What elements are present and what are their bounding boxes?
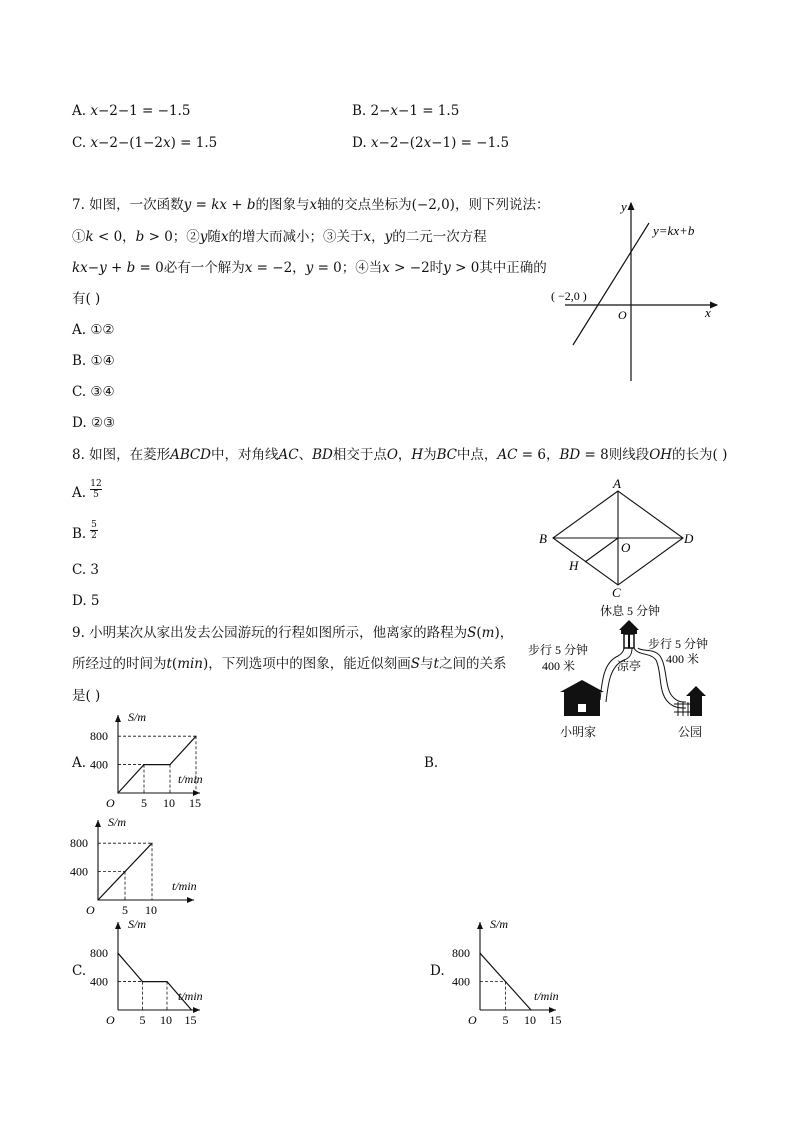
q9-graph-d: [444, 912, 604, 1027]
y-tick-800: 800: [90, 729, 108, 744]
q9-option-b-label: B.: [424, 755, 439, 771]
x-tick-10: 10: [160, 1013, 172, 1027]
q7-option-c: C. ③④: [72, 384, 115, 400]
x-axis-label: t/min: [172, 879, 197, 893]
data-point: [143, 764, 144, 765]
point-b-label: B: [539, 531, 547, 546]
data-point: [117, 792, 118, 793]
y-tick-400: 400: [90, 757, 108, 772]
x-tick-15: 15: [184, 1013, 197, 1027]
q8-option-b-fraction: [90, 520, 98, 541]
q9-graph-c: [88, 912, 248, 1027]
q7-option-a: A. ①②: [72, 322, 115, 338]
q6-option-a: A. 𝑥−2−1 = −1.5: [72, 103, 191, 119]
x-tick-5: 5: [141, 796, 147, 810]
data-point: [191, 1009, 192, 1010]
x-tick-15: 15: [549, 1013, 562, 1027]
q7-origin-label: O: [618, 308, 627, 322]
x-tick-5: 5: [139, 1013, 146, 1027]
walk-right-distance: 400 米: [666, 652, 700, 666]
walking-path-left: [600, 648, 624, 700]
x-axis-label: t/min: [534, 989, 559, 1003]
home-label: 小明家: [560, 725, 597, 739]
y-tick-400: 400: [90, 974, 108, 989]
q7-figure: [545, 195, 725, 385]
data-point: [530, 1009, 531, 1010]
q6-option-c: C. 𝑥−2−(1−2𝑥) = 1.5: [72, 135, 218, 151]
q8-option-a-denominator: 5: [90, 489, 102, 500]
data-point: [195, 736, 196, 737]
point-a-label: A: [613, 476, 621, 491]
y-tick-400: 400: [452, 974, 470, 989]
rest-label: 休息 5 分钟: [600, 604, 661, 618]
x-tick-15: 15: [189, 796, 201, 810]
q7-line-label: y=kx+b: [653, 223, 695, 238]
q8-option-a-fraction: [90, 479, 102, 500]
point-h-label: H: [569, 558, 579, 573]
q7-option-d: D. ②③: [72, 415, 116, 431]
y-axis-label: S/m: [108, 815, 126, 829]
x-axis-label: t/min: [178, 989, 203, 1003]
q8-option-b-denominator: 2: [91, 531, 97, 541]
data-point: [169, 764, 170, 765]
q9-stem-line1: 9. 小明某次从家出发去公园游玩的行程如图所示，他离家的路程为𝑆(𝑚)，: [72, 625, 514, 641]
data-point: [505, 981, 506, 982]
data-point: [479, 953, 480, 954]
q7-function-line: [573, 223, 649, 345]
y-axis-arrow: [115, 922, 121, 929]
walk-right-time: 步行 5 分钟: [648, 637, 709, 651]
q6-option-b: B. 2−𝑥−1 = 1.5: [352, 103, 460, 119]
walk-left-time: 步行 5 分钟: [528, 643, 589, 657]
data-point: [142, 981, 143, 982]
origin-label: O: [86, 903, 95, 917]
x-tick-10: 10: [145, 903, 157, 917]
q7-y-label: y: [621, 199, 627, 214]
y-axis-arrow: [115, 715, 121, 722]
x-tick-10: 10: [524, 1013, 536, 1027]
q7-stem-line1: 7. 如图，一次函数𝑦 = 𝑘𝑥 + 𝑏的图象与𝑥轴的交点坐标为(−2,0)，则下列说法：: [72, 197, 550, 213]
pavilion-label: 凉亭: [617, 659, 642, 673]
q8-stem: 8. 如图，在菱形𝐴𝐵𝐶𝐷中，对角线𝐴𝐶、𝐵𝐷相交于点𝑂，𝐻为𝐵𝐶中点，𝐴𝐶 = 6，𝐵𝐷 = 8则线段𝑂𝐻的长为( ): [72, 447, 728, 463]
y-axis-arrow: [95, 820, 101, 827]
walking-path-left-2: [606, 648, 632, 702]
y-axis-label: S/m: [490, 917, 508, 931]
q7-stem-line2: ①𝑘 < 0，𝑏 > 0；②𝑦随𝑥的增大而减小；③关于𝑥，𝑦的二元一次方程: [72, 229, 487, 245]
y-axis-label: S/m: [128, 917, 146, 931]
q9-option-a-label: A.: [72, 755, 87, 771]
q9-graph-a: [88, 705, 248, 810]
q9-stem-line3: 是( ): [72, 688, 101, 704]
y-axis-arrow: [477, 922, 483, 929]
park-label: 公园: [678, 725, 703, 739]
segment-oh: [585, 538, 618, 562]
walk-left-distance: 400 米: [542, 659, 576, 673]
q9-stem-line2: 所经过的时间为𝑡(𝑚𝑖𝑛)，下列选项中的图象，能近似刻画𝑆与𝑡之间的关系: [72, 656, 507, 672]
q9-graph-b: [72, 812, 232, 917]
y-tick-400: 400: [70, 864, 88, 879]
x-axis-arrow: [187, 897, 194, 903]
q7-x-label: x: [705, 305, 711, 320]
q8-option-b-label: B.: [72, 526, 87, 542]
point-o-label: O: [621, 540, 631, 555]
pavilion-icon: [619, 620, 639, 648]
origin-label: O: [106, 1013, 115, 1027]
data-point: [151, 843, 152, 844]
q7-option-b: B. ①④: [72, 353, 115, 369]
q7-point-label: ( −2,0 ): [551, 289, 587, 303]
origin-label: O: [106, 796, 115, 810]
q9-route-map: [520, 600, 735, 745]
x-tick-5: 5: [502, 1013, 509, 1027]
q8-option-a-label: A.: [72, 485, 87, 501]
q7-stem-line4: 有( ): [72, 291, 101, 307]
q8-rhombus-figure: [535, 475, 705, 600]
x-tick-10: 10: [163, 796, 175, 810]
y-tick-800: 800: [70, 836, 88, 851]
q8-option-a-numerator: 12: [90, 479, 102, 489]
y-axis-label: S/m: [128, 710, 146, 724]
origin-label: O: [468, 1013, 477, 1027]
data-point: [97, 899, 98, 900]
x-axis-label: t/min: [178, 772, 203, 786]
q8-option-b-numerator: 5: [91, 520, 97, 530]
q9-option-d-label: D.: [430, 963, 445, 979]
data-point: [124, 871, 125, 872]
y-tick-800: 800: [452, 946, 470, 961]
q8-option-d: D. 5: [72, 593, 100, 609]
q8-option-c: C. 3: [72, 562, 100, 578]
data-point: [117, 953, 118, 954]
point-c-label: C: [612, 585, 621, 600]
y-tick-800: 800: [90, 946, 108, 961]
data-point: [166, 981, 167, 982]
q6-option-d: D. 𝑥−2−(2𝑥−1) = −1.5: [352, 135, 510, 151]
q7-stem-line3: 𝑘𝑥−𝑦 + 𝑏 = 0必有一个解为𝑥 = −2，𝑦 = 0；④当𝑥 > −2时𝑦 > 0其中正确的: [72, 260, 547, 276]
q9-option-c-label: C.: [72, 963, 87, 979]
home-icon: [560, 680, 604, 716]
x-tick-5: 5: [122, 903, 128, 917]
point-d-label: D: [684, 531, 694, 546]
